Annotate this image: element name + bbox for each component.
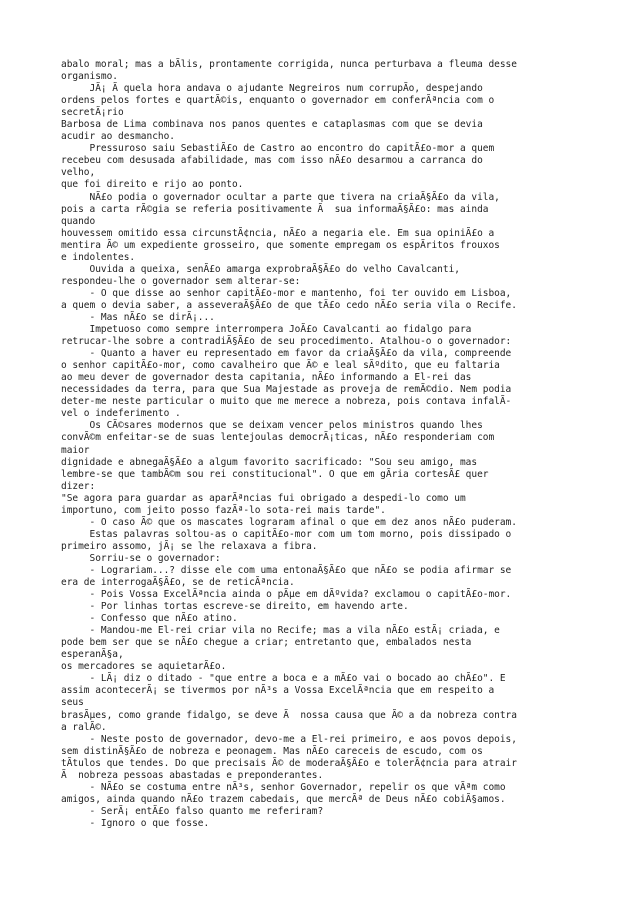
text-line: Barbosa de Lima combinava nos panos quentes e cataplasmas com que se devia xyxy=(61,119,483,131)
text-line: quando xyxy=(61,215,96,227)
text-line: primeiro assomo, jÃ¡ se lhe relaxava a fibra. xyxy=(61,540,318,552)
text-line: Pressuroso saiu SebastiÃ£o de Castro ao encontro do capitÃ£o-mor a quem xyxy=(61,143,495,155)
text-line: - Por linhas tortas escreve-se direito, em havendo arte. xyxy=(61,601,409,613)
text-line: e indolentes. xyxy=(61,251,136,263)
text-line: maior xyxy=(61,444,90,456)
text-line: deter-me neste particular o muito que me merece a nobreza, pois contava infalÃ- xyxy=(61,396,512,408)
text-line: - O que disse ao senhor capitÃ£o-mor e mantenho, foi ter ouvido em Lisboa, xyxy=(61,287,512,299)
text-line: mentira Ã© um expediente grosseiro, que somente empregam os espÃritos frouxos xyxy=(61,239,500,251)
text-line: - O caso Ã© que os mascates lograram afinal o que em dez anos nÃ£o puderam. xyxy=(61,516,517,528)
text-line: - SerÃ¡ entÃ£o falso quanto me referiram? xyxy=(61,805,324,817)
text-line: assim acontecerÃ¡ se tivermos por nÃ³s a Vossa ExcelÃªncia que em respeito a xyxy=(61,685,495,697)
text-line: recebeu com desusada afabilidade, mas com isso nÃ£o desarmou a carranca do xyxy=(61,155,483,167)
text-line: ordens pelos fortes e quartÃ©is, enquanto o governador em conferÃªncia com o xyxy=(61,95,495,107)
text-line: Ã nobreza pessoas abastadas e preponderantes. xyxy=(61,769,324,781)
text-line: "Se agora para guardar as aparÃªncias fui obrigado a despedi-lo como um xyxy=(61,492,466,504)
text-line: convÃ©m enfeitar-se de suas lentejoulas democrÃ¡ticas, nÃ£o responderiam com xyxy=(61,432,495,444)
text-line: - Lograriam...? disse ele com uma entonaÃ§Ã£o que nÃ£o se podia afirmar se xyxy=(61,564,512,576)
text-line: JÃ¡ Ã quela hora andava o ajudante Negreiros num corrupÃo, despejando xyxy=(61,83,483,95)
text-line: vel o indeferimento . xyxy=(61,408,181,420)
text-line: - Mandou-me El-rei criar vila no Recife; mas a vila nÃ£o estÃ¡ criada, e xyxy=(61,625,500,637)
text-line: ao meu dever de governador desta capitania, nÃ£o informando a El-rei das xyxy=(61,372,472,384)
text-line: retrucar-lhe sobre a contradiÃ§Ã£o de seu procedimento. Atalhou-o o governador: xyxy=(61,336,512,348)
text-line: pois a carta rÃ©gia se referia positivamente Ã sua informaÃ§Ã£o: mas ainda xyxy=(61,203,489,215)
text-line: brasÃµes, como grande fidalgo, se deve Ã nossa causa que Ã© a da nobreza contra xyxy=(61,709,517,721)
text-line: - Mas nÃ£o se dirÃ¡... xyxy=(61,311,215,323)
text-line: importuno, com jeito posso fazÃª-lo sota-rei mais tarde". xyxy=(61,504,386,516)
text-line: - Ignoro o que fosse. xyxy=(61,817,210,829)
text-line: secretÃ¡rio xyxy=(61,107,124,119)
text-line: - NÃ£o se costuma entre nÃ³s, senhor Governador, repelir os que vÃªm como xyxy=(61,781,506,793)
text-line: era de interrogaÃ§Ã£o, se de reticÃªncia. xyxy=(61,577,295,589)
text-line: necessidades da terra, para que Sua Majestade as proveja de remÃ©dio. Nem podia xyxy=(61,384,512,396)
text-line: Os CÃ©sares modernos que se deixam vencer pelos ministros quando lhes xyxy=(61,420,483,432)
text-line: o senhor capitÃ£o-mor, como cavalheiro que Ã© e leal sÃºdito, que eu faltaria xyxy=(61,360,500,372)
text-line: sem distinÃ§Ã£o de nobreza e peonagem. Mas nÃ£o careceis de escudo, com os xyxy=(61,745,483,757)
document-body xyxy=(61,59,581,830)
text-line: - Quanto a haver eu representado em favor da criaÃ§Ã£o da vila, compreende xyxy=(61,348,512,360)
text-line: que foi direito e rijo ao ponto. xyxy=(61,179,244,191)
text-line: velho, xyxy=(61,167,96,179)
text-line: acudir ao desmancho. xyxy=(61,131,175,143)
text-line: a quem o devia saber, a asseveraÃ§Ã£o de que tÃ£o cedo nÃ£o seria vila o Recife. xyxy=(61,299,517,311)
text-line: - Pois Vossa ExcelÃªncia ainda o pÃµe em dÃºvida? exclamou o capitÃ£o-mor. xyxy=(61,589,512,601)
text-line: lembre-se que tambÃ©m sou rei constitucional". O que em gÃria cortesÃ£ quer xyxy=(61,468,489,480)
text-line: seus xyxy=(61,697,84,709)
text-line: NÃ£o podia o governador ocultar a parte que tivera na criaÃ§Ã£o da vila, xyxy=(61,191,500,203)
text-line: Impetuoso como sempre interrompera JoÃ£o Cavalcanti ao fidalgo para xyxy=(61,324,472,336)
text-line: dignidade e abnegaÃ§Ã£o a algum favorito sacrificado: "Sou seu amigo, mas xyxy=(61,456,478,468)
text-line: Sorriu-se o governador: xyxy=(61,552,221,564)
text-line: a ralÃ©. xyxy=(61,721,107,733)
text-line: Estas palavras soltou-as o capitÃ£o-mor com um tom morno, pois dissipado o xyxy=(61,528,512,540)
text-line: amigos, ainda quando nÃ£o trazem cabedais, que mercÃª de Deus nÃ£o cobiÃ§amos. xyxy=(61,793,506,805)
text-line: tÃtulos que tendes. Do que precisais Ã© de moderaÃ§Ã£o e tolerÃ¢ncia para atrair xyxy=(61,757,517,769)
text-line: dizer: xyxy=(61,480,96,492)
text-line: pode bem ser que se nÃ£o chegue a criar; entretanto que, embalados nesta xyxy=(61,637,472,649)
text-line: - Neste posto de governador, devo-me a El-rei primeiro, e aos povos depois, xyxy=(61,733,517,745)
text-line: houvessem omitido essa circunstÃ¢ncia, nÃ£o a negaria ele. Em sua opiniÃ£o a xyxy=(61,227,495,239)
text-line: abalo moral; mas a bÃlis, prontamente corrigida, nunca perturbava a fleuma desse xyxy=(61,59,517,70)
text-line: - LÃ¡ diz o ditado - "que entre a boca e a mÃ£o vai o bocado ao chÃ£o". E xyxy=(61,673,506,685)
text-line: esperanÃ§a, xyxy=(61,649,124,661)
text-line: respondeu-lhe o governador sem alterar-se: xyxy=(61,275,301,287)
text-line: - Confesso que nÃ£o atino. xyxy=(61,613,238,625)
text-line: Ouvida a queixa, senÃ£o amarga exprobraÃ§Ã£o do velho Cavalcanti, xyxy=(61,263,460,275)
text-line: os mercadores se aquietarÃ£o. xyxy=(61,661,227,673)
text-line: organismo. xyxy=(61,71,118,83)
